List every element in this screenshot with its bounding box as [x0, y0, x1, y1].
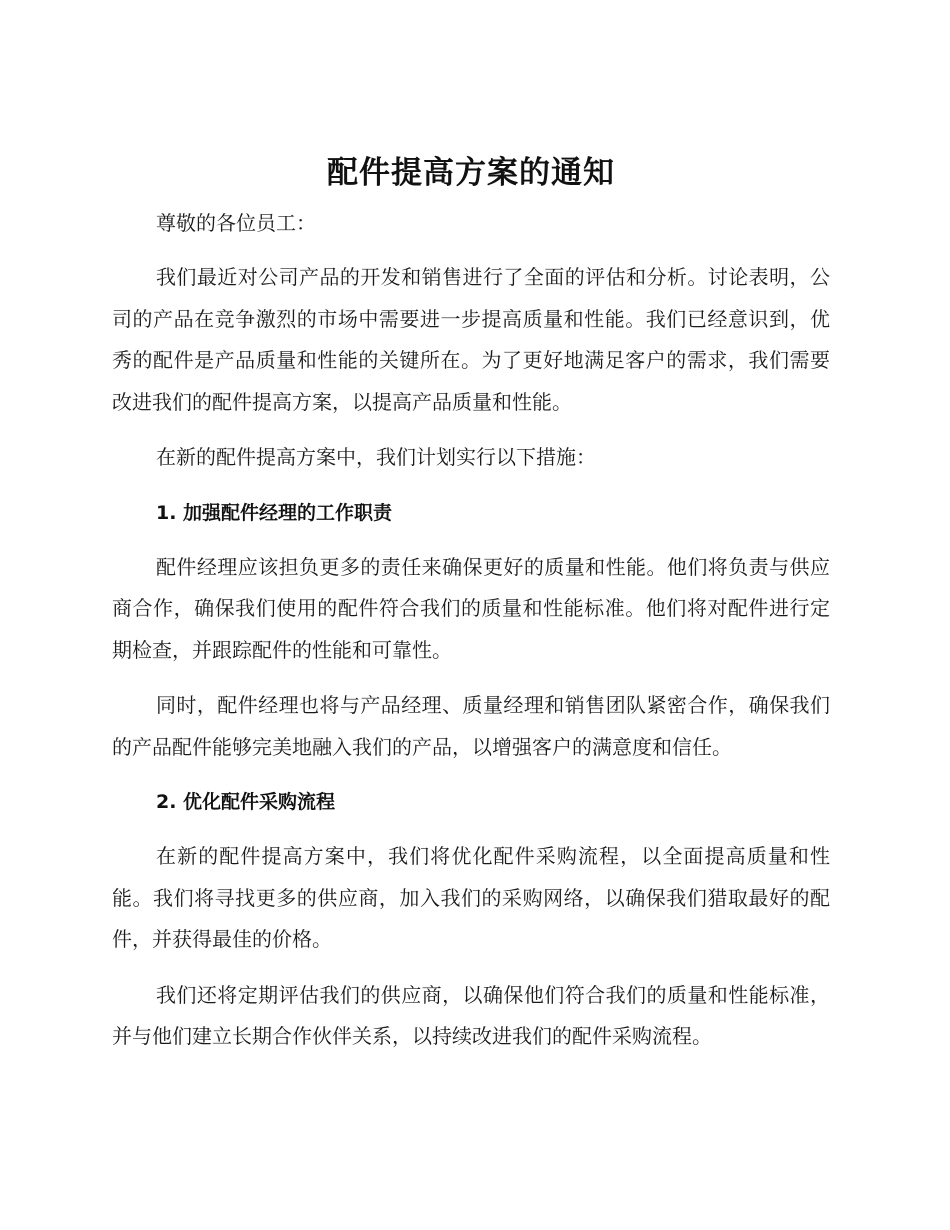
- document-title: 配件提高方案的通知: [327, 155, 615, 191]
- section-1-heading: 1. 加强配件经理的工作职责: [156, 501, 393, 524]
- greeting: 尊敬的各位员工：: [156, 211, 316, 235]
- intro-paragraph: 我们最近对公司产品的开发和销售进行了全面的评估和分析。讨论表明，公司的产品在竞争激烈的市场中需要进一步提高质量和性能。我们已经意识到，优秀的配件是产品质量和性能的关键所在。为了更好地满足客户的需求，我们需要改进我们的配件提高方案，以提高产品质量和性能。: [112, 265, 830, 414]
- document-page: [112, 152, 830, 1058]
- section-2-paragraph-1: 在新的配件提高方案中，我们将优化配件采购流程，以全面提高质量和性能。我们将寻找更多的供应商，加入我们的采购网络，以确保我们猎取最好的配件，并获得最佳的价格。: [112, 844, 830, 951]
- measures-intro-paragraph: 在新的配件提高方案中，我们计划实行以下措施：: [156, 445, 596, 469]
- section-1-paragraph-1: 配件经理应该担负更多的责任来确保更好的质量和性能。他们将负责与供应商合作，确保我们使用的配件符合我们的质量和性能标准。他们将对配件进行定期检查，并跟踪配件的性能和可靠性。: [112, 554, 830, 662]
- section-2-paragraph-2: 我们还将定期评估我们的供应商，以确保他们符合我们的质量和性能标准，并与他们建立长期合作伙伴关系，以持续改进我们的配件采购流程。: [112, 982, 830, 1048]
- section-1-paragraph-2: 同时，配件经理也将与产品经理、质量经理和销售团队紧密合作，确保我们的产品配件能够完美地融入我们的产品，以增强客户的满意度和信任。: [112, 693, 830, 759]
- section-2-heading: 2. 优化配件采购流程: [156, 791, 336, 813]
